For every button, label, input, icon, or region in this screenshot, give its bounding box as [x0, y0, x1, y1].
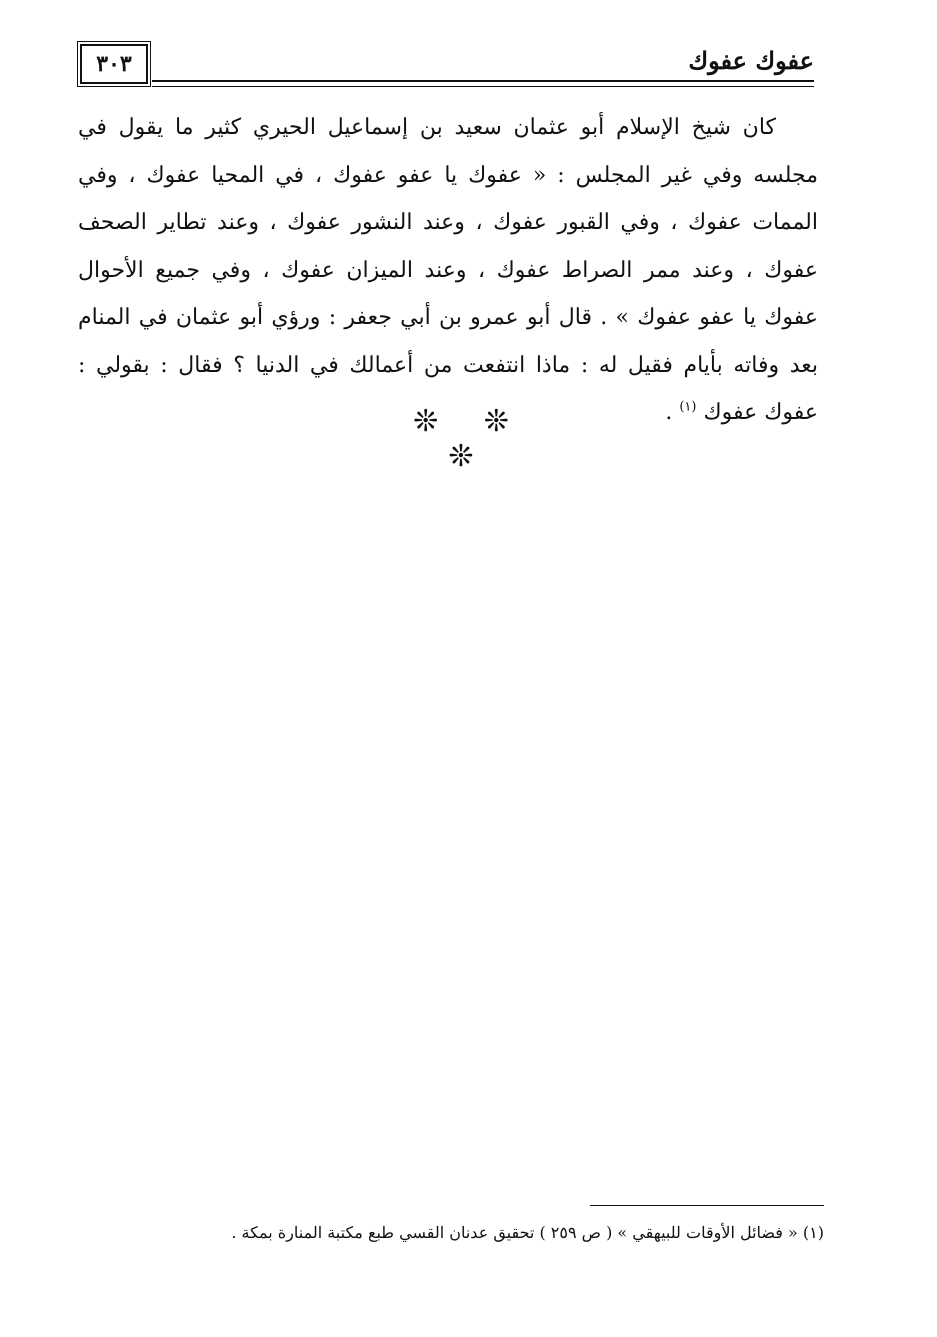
body-paragraph [78, 104, 818, 437]
footnote-rule [590, 1205, 824, 1206]
page-header [80, 44, 814, 90]
footnote: (١) « فضائل الأوقات للبيهقي » ( ص ٢٥٩ ) تحقيق عدنان القسي طبع مكتبة المنارة بمكة . [231, 1223, 824, 1242]
running-title: عفوك عفوك [688, 46, 814, 75]
paragraph-text: كان شيخ الإسلام أبو عثمان سعيد بن إسماعيل الحيري كثير ما يقول في مجلسه وفي غير المجلس : « عفوك يا عفو عفوك ، في المحيا عفوك ، وفي الممات عفوك ، وفي القبور عفوك ، وعند النشور عفوك ، وعند تطاير الصحف عفوك ، وعند ممر الصراط عفوك ، وعند الميزان عفوك ، وفي جميع الأحوال عفوك يا عفو عفوك » . قال أبو عمرو بن أبي جعفر : ورؤي أبو عثمان في المنام بعد وفاته بأيام فقيل له : ماذا انتفعت من أعمالك في الدنيا ؟ فقال : بقولي : عفوك عفوك [78, 115, 818, 425]
header-rule [152, 80, 814, 87]
paragraph-ending: . [665, 400, 680, 425]
page-number: ٣٠٣ [80, 44, 148, 84]
footnote-marker: (١) [679, 399, 697, 415]
section-separator: ❊ ❊ ❊ [413, 404, 527, 474]
